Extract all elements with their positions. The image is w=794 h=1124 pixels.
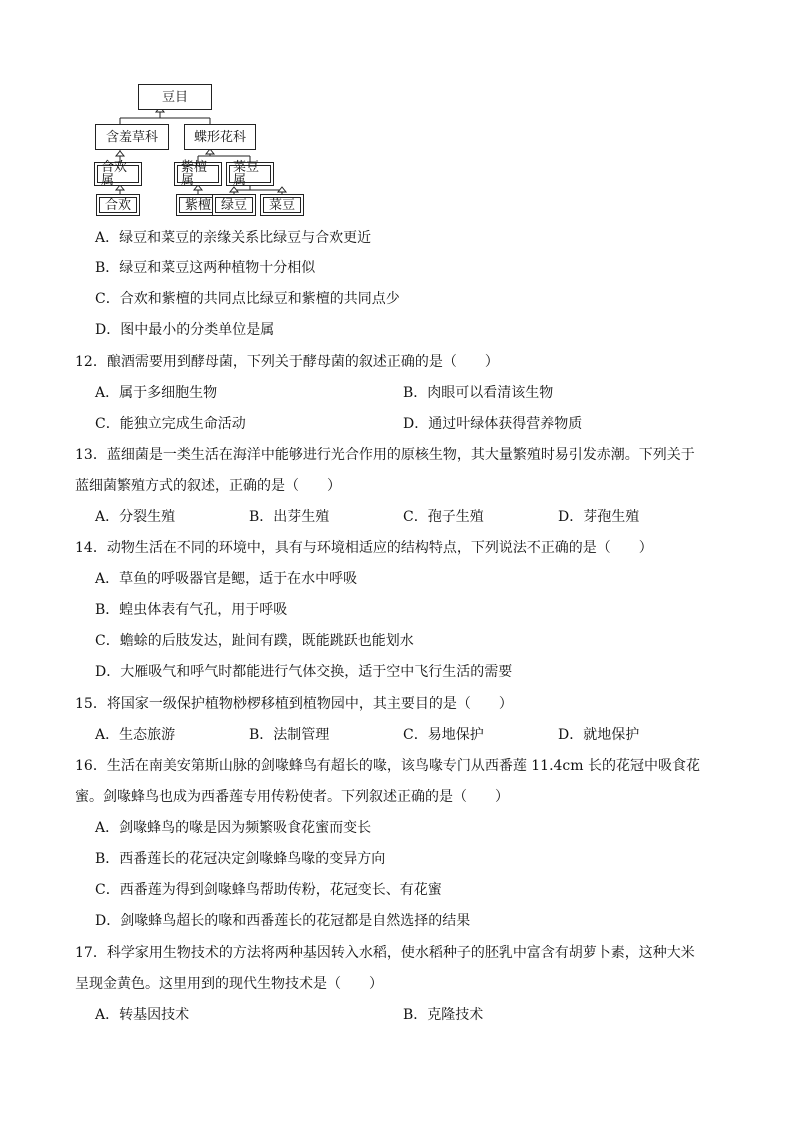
node-family1-label: 含羞草科 — [105, 129, 158, 145]
node-genus-albizia — [94, 162, 142, 186]
q16-option-b: B．西番莲长的花冠决定剑喙蜂鸟喙的变异方向 — [95, 851, 386, 867]
q12-stem: 12．酿酒需要用到酵母菌，下列关于酵母菌的叙述正确的是（ ） — [75, 354, 499, 370]
q11-option-c: C．合欢和紫檀的共同点比绿豆和紫檀的共同点少 — [95, 291, 400, 307]
q17-option-b: B．克隆技术 — [403, 1007, 484, 1023]
node-order-label: 豆目 — [161, 89, 188, 105]
node-species1-label: 合欢 — [104, 197, 131, 213]
node-genus-pterocarpus — [174, 162, 222, 186]
q12-option-c: C．能独立完成生命活动 — [95, 416, 246, 432]
node-species-albizia — [96, 194, 140, 216]
q15-option-d: D．就地保护 — [558, 727, 640, 743]
node-genus2-label: 紫檀属 — [181, 160, 208, 188]
q16-option-a: A．剑喙蜂鸟的喙是因为频繁吸食花蜜而变长 — [95, 820, 372, 836]
q12-option-d: D．通过叶绿体获得营养物质 — [403, 416, 583, 432]
q17-option-a: A．转基因技术 — [95, 1007, 190, 1023]
node-species4-label: 菜豆 — [268, 197, 295, 213]
q15-stem: 15．将国家一级保护植物桫椤移植到植物园中，其主要目的是（ ） — [75, 696, 513, 712]
q16-stem-line1: 16．生活在南美安第斯山脉的剑喙蜂鸟有超长的喙，该鸟喙专门从西番莲 11.4cm 长的花冠中吸食花 — [75, 758, 701, 774]
q14-option-a: A．草鱼的呼吸器官是鳃，适于在水中呼吸 — [95, 571, 358, 587]
node-genus1-label: 合欢属 — [101, 160, 128, 188]
q15-option-c: C．易地保护 — [403, 727, 484, 743]
q14-option-b: B．蝗虫体表有气孔，用于呼吸 — [95, 602, 288, 618]
node-order — [138, 84, 212, 110]
q13-stem-line2: 蓝细菌繁殖方式的叙述，正确的是（ ） — [75, 478, 341, 494]
node-family-papilionaceae — [184, 124, 256, 150]
node-species-mung-bean — [212, 194, 256, 216]
node-species-kidney-bean — [260, 194, 304, 216]
node-genus-phaseolus — [226, 162, 274, 186]
q17-stem-line2: 呈现金黄色。这里用到的现代生物技术是（ ） — [75, 976, 383, 992]
node-genus3-label: 菜豆属 — [233, 160, 260, 188]
q13-option-a: A．分裂生殖 — [95, 509, 176, 525]
q17-stem-line1: 17．科学家用生物技术的方法将两种基因转入水稻，使水稻种子的胚乳中富含有胡萝卜素，这种大米 — [75, 945, 695, 961]
q14-option-c: C．蟾蜍的后肢发达，趾间有蹼，既能跳跃也能划水 — [95, 633, 414, 649]
node-species3-label: 绿豆 — [220, 197, 247, 213]
q13-option-d: D．芽孢生殖 — [558, 509, 640, 525]
q11-option-a: A．绿豆和菜豆的亲缘关系比绿豆与合欢更近 — [95, 230, 372, 246]
classification-diagram — [90, 82, 310, 220]
q12-option-a: A．属于多细胞生物 — [95, 385, 218, 401]
q15-option-b: B．法制管理 — [249, 727, 330, 743]
q15-option-a: A．生态旅游 — [95, 727, 176, 743]
node-species2-label: 紫檀 — [184, 197, 211, 213]
q14-stem: 14．动物生活在不同的环境中，具有与环境相适应的结构特点，下列说法不正确的是（ ） — [75, 540, 653, 556]
q16-stem-line2: 蜜。剑喙蜂鸟也成为西番莲专用传粉使者。下列叙述正确的是（ ） — [75, 789, 509, 805]
node-family2-label: 蝶形花科 — [193, 129, 246, 145]
q12-option-b: B．肉眼可以看清该生物 — [403, 385, 554, 401]
q16-option-d: D．剑喙蜂鸟超长的喙和西番莲长的花冠都是自然选择的结果 — [95, 913, 471, 929]
q13-stem-line1: 13．蓝细菌是一类生活在海洋中能够进行光合作用的原核生物，其大量繁殖时易引发赤潮。下列关于 — [75, 447, 695, 463]
q16-option-c: C．西番莲为得到剑喙蜂鸟帮助传粉，花冠变长、有花蜜 — [95, 882, 442, 898]
q13-option-c: C．孢子生殖 — [403, 509, 484, 525]
q11-option-b: B．绿豆和菜豆这两种植物十分相似 — [95, 260, 316, 276]
q11-option-d: D．图中最小的分类单位是属 — [95, 322, 275, 338]
q14-option-d: D．大雁吸气和呼气时都能进行气体交换，适于空中飞行生活的需要 — [95, 664, 513, 680]
q13-option-b: B．出芽生殖 — [249, 509, 330, 525]
node-family-mimosaceae — [95, 124, 169, 150]
